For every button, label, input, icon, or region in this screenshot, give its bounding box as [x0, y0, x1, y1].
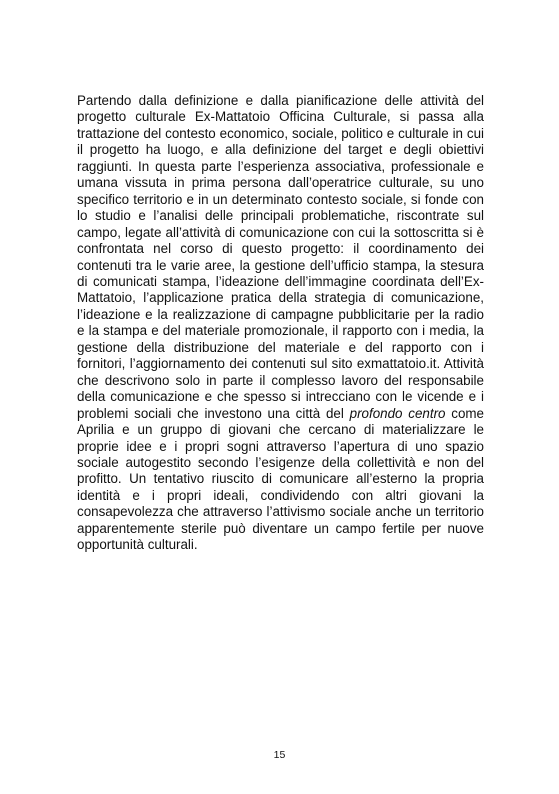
paragraph-text-part-2: come Aprilia e un gruppo di giovani che cercano di materializzare le proprie idee e i propri sogni attraverso l’apertura di uno spazio sociale autogestito secondo l’esigenze della collettività e non del profitto. Un tentativo riuscito di comunicare all’esterno la propria identità e i propri ideali, condividendo con altri giovani la consapevolezza che attraverso l’attivismo sociale anche un territorio apparentemente sterile può diventare un campo fertile per nuove opportunità culturali.: [77, 405, 484, 553]
paragraph-text-part-1: Partendo dalla definizione e dalla pianificazione delle attività del progetto culturale Ex-Mattatoio Officina Culturale, si passa alla trattazione del contesto economico, sociale, politico e culturale in cui il progetto ha luogo, e alla definizione del target e degli obiettivi raggiunti. In questa parte l’esperienza associativa, professionale e umana vissuta in prima persona dall’operatrice culturale, su uno specifico territorio e in un determinato contesto sociale, si fonde con lo studio e l’analisi delle principali problematiche, riscontrate sul campo, legate all’attività di comunicazione con cui la sottoscritta si è confrontata nel corso di questo progetto: il coordinamento dei contenuti tra le varie aree, la gestione dell’ufficio stampa, la stesura di comunicati stampa, l’ideazione dell’immagine coordinata dell’Ex-Mattatoio, l’applicazione pratica della strategia di comunicazione, l’ideazione e la realizzazione di campagne pubblicitarie per la radio e la stampa e del materiale promozionale, il rapporto con i media, la gestione della distribuzione del materiale e del rapporto con i fornitori, l’aggiornamento dei contenuti sul sito exmattatoio.it. Attività che descrivono solo in parte il complesso lavoro del responsabile della comunicazione e che spesso si intrecciano con le vicende e i problemi sociali che investono una città del: [77, 93, 484, 421]
paragraph-emphasis: profondo centro: [349, 405, 446, 421]
page-number: 15: [273, 749, 286, 761]
body-paragraph: [77, 93, 484, 554]
